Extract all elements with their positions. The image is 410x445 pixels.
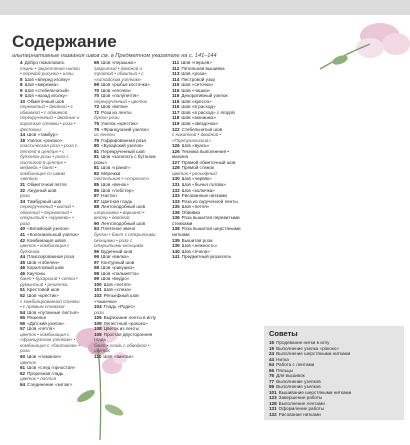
toc-entry-name: Гофрированная роза (101, 137, 146, 143)
toc-page-number: 141 (172, 254, 180, 260)
toc-entry-name: «Колониальный узелок» (27, 231, 80, 237)
toc-entry-name: Шов «пальметта» (101, 270, 140, 276)
toc-entry-name: Добро пожаловать (24, 60, 65, 65)
toc-entry (94, 154, 156, 165)
toc-entry-name: Работа с лентами (276, 362, 315, 367)
toc-entry-name: Вышитая роза (181, 237, 213, 243)
toc-page-number: 117 (172, 109, 180, 115)
toc-entry-name: Вырезание ленты в иглу (103, 315, 156, 321)
toc-page-number: 97 (94, 259, 100, 265)
toc-page-number: 126 (172, 148, 180, 154)
toc-entry-name: Соединение «зигзаг» (27, 381, 73, 387)
toc-entry-name: Шов «стебельчатый» (24, 87, 70, 93)
toc-entry-name: Шов «венок» (101, 182, 129, 188)
toc-entry-name: Стебельчатый шов (181, 126, 223, 132)
toc-subentry-text: цветок • листья (20, 376, 57, 382)
toc-page-number: 106 (94, 315, 102, 321)
toc-page-number: 140 (172, 248, 180, 254)
toc-entry-name: «Датский узелок» (27, 320, 65, 326)
toc-entry (269, 412, 399, 418)
toc-entry-name: Мережка (101, 170, 121, 176)
toc-entry-name: Роза из ленты (101, 109, 132, 115)
toc-page-number: 81 (94, 154, 100, 160)
toc-subentry-text: перекрученный • витой • обвитый • перевитый • открытый • «кружево» • роза (20, 204, 74, 226)
toc-page-number: 60 (20, 353, 26, 359)
toc-page-number: 24 (269, 351, 275, 356)
toc-page-number: 133 (172, 198, 180, 204)
toc-entry-name: Петельная вышивка (181, 65, 225, 71)
toc-entry-name: Шов «нежность» (181, 243, 218, 249)
toc-page-number: 88 (94, 204, 100, 210)
toc-subentry (20, 66, 82, 77)
toc-subentry-text: штриховка • вариант • ветер • двойной (94, 209, 145, 221)
toc-entry-name: Шов «кресло» (181, 98, 212, 104)
toc-page-number: 113 (172, 71, 180, 77)
toc-entry-name: Буденный шов (101, 248, 133, 254)
toc-entry-name: Роза вышитая шерстяными нитками (172, 226, 241, 237)
toc-entry-name: Техника выполнения • малина (172, 148, 229, 160)
toc-entry-name: Обметочный шов (27, 98, 65, 104)
toc-page-number: 98 (94, 265, 100, 271)
toc-entry-name: Шов «колючка» (181, 187, 215, 193)
toc-page-number: 99 (269, 384, 275, 389)
toc-entry (172, 149, 244, 160)
toc-page-number: 70 (94, 87, 100, 93)
toc-entry-name: Оформление работы (278, 406, 325, 411)
toc-page-number: 4 (20, 60, 23, 65)
toc-entry-name: Шов «елочка» (101, 87, 132, 93)
toc-subentry (20, 204, 82, 226)
toc-entry-name: Пяльцы (276, 367, 293, 373)
toc-page-number: 51 (20, 287, 26, 293)
toc-page-number: 82 (94, 170, 100, 176)
toc-entry-name: Ажурный шов (27, 187, 57, 193)
toc-entry-name: Тамбурный шов (27, 198, 62, 204)
toc-page-number: 42 (20, 237, 26, 243)
toc-page-number: 8 (20, 76, 23, 82)
toc-page-number: 65 (94, 60, 100, 65)
toc-entry-name: Настил (101, 193, 117, 199)
tips-list (269, 340, 399, 417)
toc-page-number: 111 (172, 60, 180, 65)
toc-entry-name: Шов «монашка» (181, 115, 217, 121)
toc-entry (172, 226, 244, 237)
toc-page-number: 87 (94, 198, 100, 204)
toc-subentry-text: ткань • закрепление нитки • перевод рисунка • иглы (20, 65, 80, 77)
toc-subentry (20, 104, 82, 132)
toc-entry-name: Прорезная гладь (27, 370, 64, 376)
toc-page-number: 98 (94, 270, 100, 276)
toc-page-number: 131 (172, 182, 180, 188)
toc-entry-name: Шов «крестик» (27, 292, 59, 298)
toc-entry-name: «Китайский узелок» (27, 226, 70, 232)
toc-page-number: 69 (94, 82, 100, 88)
toc-page-number: 81 (94, 148, 100, 154)
toc-entry-name: Лепестный «рококо» (103, 320, 148, 326)
toc-page-number: 57 (20, 326, 26, 332)
toc-page-number: 61 (20, 365, 26, 371)
toc-page-number: 31 (20, 182, 26, 188)
toc-subentry-text: бант • бухарский • сетка • румынский • решетка (20, 276, 78, 287)
toc-entry-name: Предметный указатель (181, 254, 232, 260)
toc-entry-name: Обвивка (181, 209, 200, 215)
toc-entry-name: Нитка (276, 356, 289, 362)
toc-page-number: 10 (20, 98, 26, 104)
toc-subentry-text: бутон розы (94, 115, 120, 121)
toc-entry-name: Для вышивок (276, 373, 305, 378)
toc-entry-name: Решелье (27, 315, 47, 321)
toc-entry-name: Плиссированная роза (27, 254, 74, 260)
toc-entry-name: Шов «назад иголку» (24, 93, 68, 99)
toc-entry-name: Шов «ломаное» (27, 353, 62, 359)
toc-page-number: 46 (20, 270, 26, 276)
toc-page-number: 19 (269, 345, 275, 351)
header-bar (0, 0, 410, 15)
toc-subentry-text: цветок (20, 359, 36, 365)
toc-page-number: 130 (172, 176, 180, 182)
toc-page-number: 81 (94, 165, 100, 171)
toc-entry-name: Шов «лобстер» (101, 187, 135, 193)
toc-entry-name: Шов «петля» (103, 281, 132, 287)
toc-page-number: 114 (172, 76, 180, 82)
toc-subentry (172, 132, 244, 143)
toc-page-number: 56 (20, 320, 26, 326)
toc-entry-name: Шов «перышко» (101, 60, 136, 65)
toc-page-number: 136 (172, 215, 180, 221)
toc-page-number: 110 (94, 353, 102, 359)
page-subtitle: альтернативные названия швов см. в Предметном указателе на с. 141–144 (12, 53, 217, 59)
toc-page-number: 115 (172, 82, 180, 88)
toc-entry-name: Выполнение узелка «рококо» (276, 345, 339, 351)
toc-entry-name: Шов «петля» (27, 326, 55, 332)
toc-entry-name: Шов «след горностая» (27, 365, 76, 371)
toc-subentry (20, 299, 82, 310)
toc-entry-name: Рисование нитками (278, 411, 321, 417)
toc-entry-name: Продевание нитки в иглу (276, 340, 330, 345)
toc-page-number: 133 (172, 193, 180, 199)
toc-entry-name: Обметочная петля (27, 182, 67, 188)
toc-column-1 (20, 60, 82, 387)
toc-page-number: 100 (94, 281, 102, 287)
toc-entry-name: Шов «вилка» (101, 254, 130, 260)
toc-entry-name: Комбинация швов (27, 237, 66, 243)
toc-subentry-text: цветок • рельефный (172, 170, 217, 176)
flower-illustration-top (300, 14, 410, 74)
toc-subentry (94, 343, 156, 354)
toc-entry-name: Шов «перьев» (181, 60, 212, 65)
toc-entry-name: Шов «винтан» (103, 353, 134, 359)
toc-column-3 (172, 60, 244, 260)
toc-page-number: 45 (20, 259, 26, 265)
toc-page-number: 136 (172, 209, 180, 215)
toc-entry-name: Шов «мережка» (24, 82, 59, 88)
toc-subentry-text: из ленты (94, 132, 115, 138)
toc-page-number: 54 (20, 309, 26, 315)
toc-subentry (94, 232, 156, 249)
toc-page-number: 116 (172, 98, 180, 104)
toc-page-number: 139 (172, 243, 180, 249)
toc-entry-name: Узелок «рококо» (27, 137, 63, 143)
toc-page-number: 16 (269, 340, 275, 345)
page-title: Содержание (12, 32, 117, 51)
toc-entry-name: Рельефный шов «чашечка» (94, 292, 139, 304)
toc-entry-name: Шов «червяк» (181, 176, 212, 182)
toc-page-number: 77 (269, 378, 275, 384)
toc-page-number: 79 (94, 137, 100, 143)
toc-page-number: 128 (269, 400, 277, 406)
toc-page-number: 80 (94, 143, 100, 149)
toc-entry-name: Рисованные нитками (181, 193, 227, 199)
toc-page-number: 41 (20, 231, 26, 237)
toc-page-number: 62 (20, 370, 26, 376)
toc-subentry-text: пастельная • «стрелит» (94, 176, 150, 182)
toc-entry-name: Вышивание шерстяными нитками (278, 389, 352, 395)
toc-page-number: 44 (269, 356, 275, 362)
toc-entry-name: Декоративный узелок (181, 93, 228, 99)
toc-entry-name: Крестовой шов (27, 287, 60, 293)
toc-page-number: 116 (172, 104, 180, 110)
toc-page-number: 40 (20, 226, 26, 232)
toc-page-number: 55 (20, 315, 26, 321)
toc-page-number: 14 (20, 132, 26, 138)
toc-page-number: 70 (94, 93, 100, 99)
toc-subentry-text: цветок • комбинация с «французским узелком» • комбинация с «бантиком» • роза (20, 331, 81, 354)
toc-entry-name: Шов «слеза» (103, 287, 132, 293)
toc-entry (172, 254, 244, 260)
toc-entry-name: Шов «полупетля» (101, 93, 139, 99)
toc-entry-name: Шов «рыбья косточка» (101, 82, 150, 88)
toc-page-number: 101 (269, 389, 277, 395)
toc-page-number: 93 (94, 226, 100, 232)
toc-page-number: 118 (172, 115, 180, 121)
toc-entry-name: Шов «ветки» (101, 104, 129, 110)
toc-entry-name: Выполнение узелков (276, 384, 321, 389)
toc-entry-name: «Бухарский узелок» (101, 143, 144, 149)
toc-subentry (20, 332, 82, 354)
toc-entry-name: Шов «роза» (181, 71, 207, 77)
toc-entry (94, 332, 156, 343)
toc-page-number: 76 (269, 373, 275, 378)
toc-entry-name: Пестровой узор (181, 76, 216, 82)
toc-page-number: 66 (269, 367, 275, 373)
toc-page-number: 126 (172, 143, 180, 149)
toc-entry-name: Лентоподобный шов (101, 220, 146, 226)
toc-subentry-text: закрытый • двойной и тройной • обвитый • с «китайским узелком» (94, 65, 144, 82)
toc-entry-name: Узелок «крестик» (101, 121, 139, 127)
toc-page-number: 52 (20, 292, 26, 298)
toc-page-number: 96 (94, 254, 100, 260)
toc-entry-name: Лентоподобный шов (101, 204, 146, 210)
toc-entry (94, 354, 156, 360)
toc-subentry (94, 66, 156, 83)
toc-page-number: 76 (94, 126, 100, 132)
toc-subentry (20, 243, 82, 254)
toc-page-number: 108 (94, 331, 102, 337)
toc-page-number: 34 (20, 198, 26, 204)
toc-entry-name: Выполнение шерстяными нитками (276, 351, 351, 356)
toc-entry-name: Шов «ведро» (101, 276, 130, 282)
toc-page-number: 128 (172, 165, 180, 171)
toc-entry-name: Простая двусторонняя гладь (94, 331, 153, 343)
toc-subentry-text: цветок • комбинация с бутоном (20, 243, 70, 254)
toc-entry-name: Шов «путанные листья» (27, 309, 79, 315)
toc-entry-name: Шов «вперед иголку» (24, 76, 71, 82)
toc-page-number: 85 (94, 182, 100, 188)
tips-box (264, 326, 404, 420)
toc-page-number: 127 (172, 159, 180, 165)
toc-subentry (20, 143, 82, 182)
toc-subentry-text: роза (94, 309, 104, 315)
toc-page-number: 18 (20, 137, 26, 143)
toc-page-number: 101 (94, 287, 102, 293)
toc-entry-name: Шов «чашка» (181, 87, 211, 93)
toc-entry-name: Контурный шов (101, 259, 135, 265)
toc-entry-name: Шов «гранат» (101, 165, 131, 171)
toc-entry-name: Выполнение лентами (278, 400, 325, 406)
toc-entry-name: Шов «петля» (181, 204, 210, 210)
toc-page-number: 8 (20, 82, 23, 88)
toc-page-number: 135 (172, 204, 180, 210)
toc-page-number: 115 (172, 87, 180, 93)
tips-title: Советы (269, 329, 298, 338)
toc-entry-name: Роза из скрученной ленты (181, 198, 238, 204)
toc-entry-name: Шов «гобелен» (27, 259, 60, 265)
toc-page-number: 75 (94, 121, 100, 127)
toc-page-number: 72 (94, 104, 100, 110)
toc-page-number: 112 (172, 65, 180, 71)
toc-page-number: 32 (20, 187, 26, 193)
toc-subentry-text: классическая роза • роза с петлей в центре • с бутоном розы • роза с пастилой в центре • медведь • бант • комбинация со швом «ветка» (20, 143, 78, 182)
toc-subentry-text: с накаткой • двойной • «Португальский» (172, 132, 222, 143)
toc-entry-name: Шов «сеточка» (181, 82, 214, 88)
toc-page-number: 46 (20, 265, 26, 271)
toc-page-number: 99 (94, 276, 100, 282)
toc-subentry-text: перевитый • двойной • с обвивкой • с обвивкой, перекрученный • двойные и короткие стежки • роза • фестоны (20, 104, 80, 132)
toc-subentry (94, 210, 156, 221)
toc-page-number: 102 (94, 292, 102, 298)
toc-page-number: 122 (172, 126, 180, 132)
toc-page-number: 9 (20, 93, 23, 99)
toc-page-number: 86 (94, 187, 100, 193)
toc-page-number: 132 (269, 411, 277, 417)
toc-entry-name: Цветная гладь (101, 198, 133, 204)
toc-entry-name: Шов «тамбур» (27, 132, 58, 138)
toc-entry-name: Каучоны (27, 270, 46, 276)
toc-subentry-text: роза (20, 193, 30, 199)
toc-subentry-text: бутон • бант с открытыми оконцами • роза с открытыми оконцами (94, 231, 156, 249)
toc-entry-name: Шов «залатать с бутоном розы» (94, 154, 156, 165)
toc-page-number: 87 (94, 193, 100, 199)
toc-entry-name: Гладь «Родес» (103, 304, 136, 310)
toc-entry (172, 215, 244, 226)
toc-page-number: 64 (269, 362, 275, 367)
toc-entry-name: Прямой стежок (181, 165, 215, 171)
toc-page-number: 132 (172, 187, 180, 193)
toc-page-number: 139 (172, 237, 180, 243)
toc-entry-name: Прямой обметочный шов (181, 159, 236, 165)
toc-subentry-text: с комбинированной стежки • с прямым стежком (20, 298, 80, 310)
toc-entry-name: Завершение работы (278, 395, 323, 400)
toc-entry-name: Выполнение узелков (276, 378, 321, 384)
toc-page-number: 90 (94, 220, 100, 226)
toc-page-number: 96 (94, 248, 100, 254)
toc-page-number: 116 (172, 93, 180, 99)
toc-entry-name: Шов «вуаль» (181, 143, 210, 149)
toc-entry-name: Шов «в расход» (181, 104, 216, 110)
toc-subentry-text: перекрученный • цветок (94, 98, 148, 104)
toc-entry-name: Шов «ракушка» (101, 265, 135, 271)
toc-column-2 (94, 60, 156, 360)
toc-entry (94, 293, 156, 304)
toc-entry-name: Шов «в расход» с ягодой (181, 109, 235, 115)
toc-page-number: 119 (172, 121, 180, 127)
toc-page-number: 138 (172, 226, 180, 232)
toc-entry-name: Роза вышитая перевитыми стежками (172, 215, 240, 226)
toc-entry-name: Коралловый шов (27, 265, 64, 271)
toc-page-number: 9 (20, 87, 23, 93)
toc-entry-name: Цветок из ленты (103, 326, 139, 332)
toc-page-number: 108 (94, 320, 102, 326)
toc-entry (20, 382, 82, 388)
toc-page-number: 108 (94, 326, 102, 332)
toc-entry-name: Шов «бычья голова» (181, 182, 227, 188)
toc-page-number: 64 (20, 381, 26, 387)
toc-entry-name: Шов «пчела» (181, 248, 210, 254)
toc-page-number: 44 (20, 254, 26, 260)
toc-entry-name: Шов «звездочка» (181, 121, 219, 127)
toc-subentry-text: бант • гладь с обводкой • цветок (94, 342, 150, 354)
toc-page-number: 123 (269, 395, 277, 400)
toc-page-number: 72 (94, 109, 100, 115)
toc-entry-name: Плетеное звено (101, 226, 136, 232)
toc-subentry (20, 276, 82, 287)
toc-entry-name: Перекрученный шов (101, 148, 145, 154)
toc-entry-name: «Французский узелок» (101, 126, 150, 132)
toc-page-number: 131 (269, 406, 277, 411)
toc-page-number: 104 (94, 304, 102, 310)
